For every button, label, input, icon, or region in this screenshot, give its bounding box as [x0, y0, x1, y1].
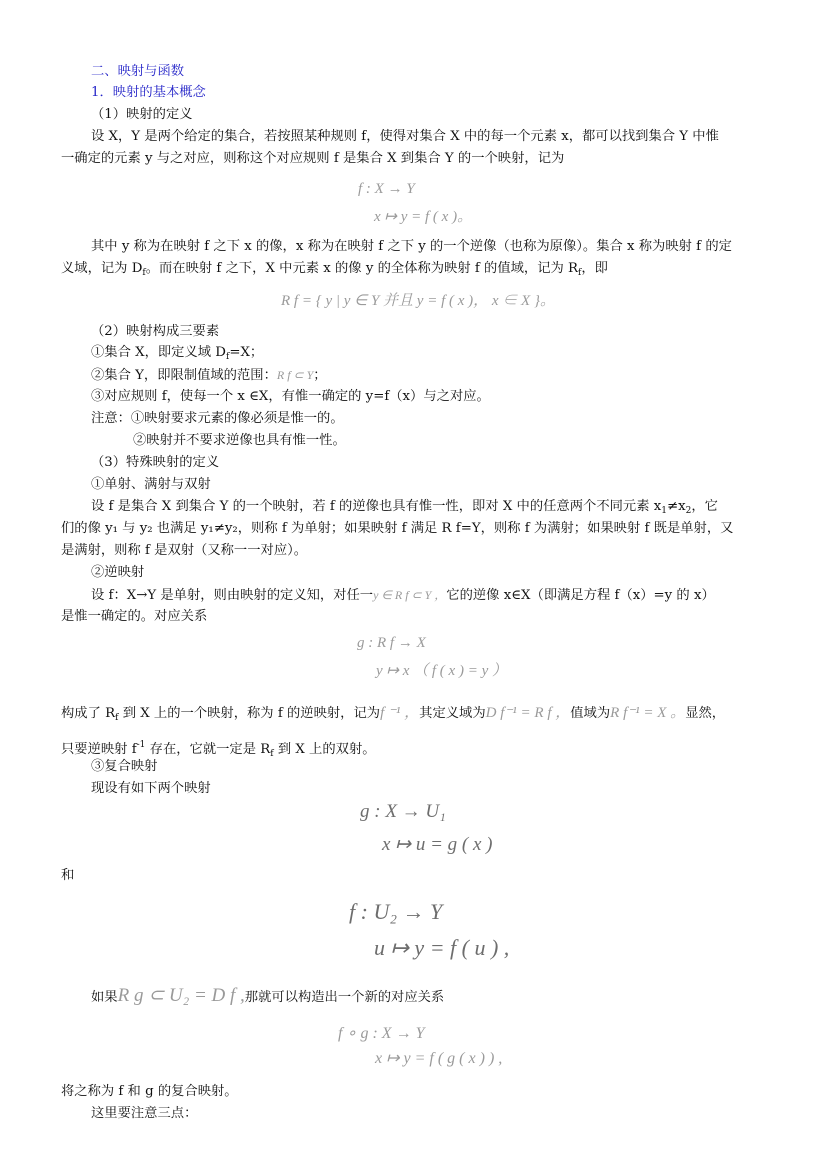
heading-three-elements: （2）映射构成三要素	[91, 324, 220, 339]
heading-bijection: ①单射、满射与双射	[91, 477, 211, 492]
paragraph-9: 将之称为 f 和 g 的复合映射。	[61, 1084, 238, 1099]
element-2: ②集合 Y，即限制值域的范围：R f ⊂ Y；	[91, 368, 327, 383]
formula-g-rule: x ↦ u = g ( x )	[382, 834, 493, 855]
paragraph-1-line-1: 设 X，Y 是两个给定的集合，若按照某种规则 f，使得对集合 X 中的每一个元素 x，都可以找到集合 Y 中惟	[91, 129, 719, 144]
heading-definition: （1）映射的定义	[91, 107, 193, 122]
formula-g-mapping: g : X → U₁	[360, 801, 446, 822]
paragraph-4-line-2: 是惟一确定的。对应关系	[61, 609, 208, 624]
formula-composite-mapping: f ∘ g : X → Y	[338, 1025, 425, 1042]
note-1: 注意：①映射要求元素的像必须是惟一的。	[91, 411, 344, 426]
heading-special-mappings: （3）特殊映射的定义	[91, 455, 220, 470]
element-3: ③对应规则 f，使每一个 x ∈X，有惟一确定的 y=f（x）与之对应。	[91, 389, 490, 404]
paragraph-1-line-2: 一确定的元素 y 与之对应，则称这个对应规则 f 是集合 X 到集合 Y 的一个映射，记为	[61, 151, 565, 166]
paragraph-6: 只要逆映射 $f^{-1}$ 存在，它就一定是 $R_f$ 到 X 上的双射。	[61, 740, 376, 759]
paragraph-3-line-2: 们的像 y₁ 与 y₂ 也满足 y₁≠y₂，则称 f 为单射；如果映射 f 满足 R f=Y，则称 f 为满射；如果映射 f 既是单射，又	[61, 521, 734, 536]
paragraph-3-line-1: 设 f 是集合 X 到集合 Y 的一个映射，若 f 的逆像也具有惟一性，即对 X 中的任意两个不同元素 $x_1\ne x_2$，它	[91, 499, 718, 516]
note-2: ②映射并不要求逆像也具有惟一性。	[133, 433, 346, 448]
paragraph-8: 如果R g ⊂ U₂ = D f ,那就可以构造出一个新的对应关系	[91, 985, 445, 1006]
formula-f-rule: u ↦ y = f ( u ) ,	[374, 935, 510, 960]
paragraph-5: 构成了 $R_f$ 到 X 上的一个映射，称为 f 的逆映射，记为f ⁻¹ ，其定义域为D f⁻¹ = R f ，值域为R f⁻¹ = X 。显然，	[61, 705, 726, 723]
heading-inverse-mapping: ②逆映射	[91, 565, 145, 580]
subsection-heading: 1．映射的基本概念	[91, 85, 206, 100]
formula-inverse-1: g : R f → X	[357, 635, 426, 651]
word-and: 和	[61, 868, 75, 883]
formula-composite-rule: x ↦ y = f ( g ( x ) ) ,	[375, 1050, 503, 1067]
paragraph-2-line-1: 其中 y 称为在映射 f 之下 x 的像，x 称为在映射 f 之下 y 的一个逆像（也称为原像）。集合 x 称为映射 f 的定	[91, 239, 732, 254]
paragraph-2-line-2: 义域，记为 $D_f$。而在映射 f 之下，X 中元素 x 的像 y 的全体称为映射 f 的值域，记为 $R_f$，即	[61, 261, 608, 278]
formula-f-mapping: f : U₂ → Y	[349, 899, 443, 924]
paragraph-7: 现设有如下两个映射	[91, 781, 211, 796]
element-1: ①集合 X，即定义域 $D_f=X$；	[91, 345, 264, 362]
formula-mapping-1-rule: x ↦ y = f ( x )。	[374, 209, 473, 225]
formula-range-definition: R f = { y | y ∈ Y 并且 y = f ( x )， x ∈ X }。	[281, 293, 555, 309]
paragraph-4-line-1: 设 f：X→Y 是单射，则由映射的定义知，对任一y ∈ R f ⊂ Y ，它的逆像 x∈X（即满足方程 f（x）=y 的 x）	[91, 588, 715, 603]
formula-mapping-1: f : X → Y	[358, 181, 415, 197]
section-heading: 二、映射与函数	[91, 64, 185, 79]
paragraph-10: 这里要注意三点：	[91, 1106, 198, 1121]
formula-inverse-1-rule: y ↦ x （ f ( x ) = y ）	[376, 663, 507, 679]
heading-composite-mapping: ③复合映射	[91, 759, 158, 774]
paragraph-3-line-3: 是满射，则称 f 是双射（又称一一对应）。	[61, 543, 308, 558]
